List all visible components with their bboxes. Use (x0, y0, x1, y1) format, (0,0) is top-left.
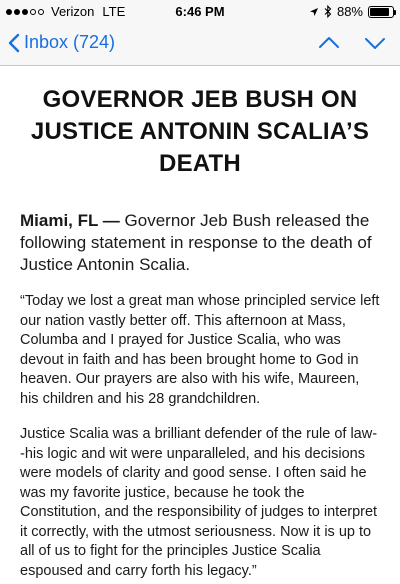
statement-paragraph-1: “Today we lost a great man whose principled service left our nation vastly better off. This afternoon at Mass, Columba and I prayed for Justice Scalia, who was devout in faith and has been brought home to God in heaven. Our prayers are also with his wife, Maureen, his children and his 28 grandchildren. (20, 293, 380, 407)
carrier-name: Verizon (51, 4, 95, 19)
chevron-down-icon[interactable] (364, 34, 386, 52)
battery-percent: 88% (336, 4, 363, 19)
status-right (309, 4, 394, 19)
lead-text: Governor Jeb Bush released the following statement in response to the death of Justice Antonin Scalia. (20, 211, 372, 274)
chevron-up-icon[interactable] (318, 34, 340, 52)
navigation-bar (0, 22, 400, 66)
battery-icon (368, 6, 394, 18)
lead-paragraph (20, 210, 380, 276)
status-time: 6:46 PM (175, 4, 225, 19)
statement-paragraph-2: Justice Scalia was a brilliant defender of the rule of law--his logic and wit were unparalleled, and his decisions were models of clarity and good sense. I often said he was my favorite justice, because he took the Constitution, and the responsibility of judges to interpret it correctly, with the utmost seriousness. Now it is up to all of us to fight for the principles Justice Scalia espoused and carry forth his legacy.” (20, 426, 378, 579)
bluetooth-icon (324, 5, 332, 18)
email-headline: GOVERNOR JEB BUSH ON JUSTICE ANTONIN SCALIA’S DEATH (30, 86, 370, 177)
location-arrow-icon (309, 7, 319, 17)
back-to-inbox-button[interactable] (8, 32, 115, 53)
email-body (0, 66, 400, 584)
back-button-label: Inbox (724) (24, 32, 116, 52)
message-navigation (318, 34, 386, 52)
status-bar (0, 0, 400, 22)
chevron-left-icon (8, 33, 20, 53)
network-type: LTE (102, 4, 126, 19)
battery-fill (370, 8, 389, 16)
dateline: Miami, FL — (20, 211, 120, 230)
